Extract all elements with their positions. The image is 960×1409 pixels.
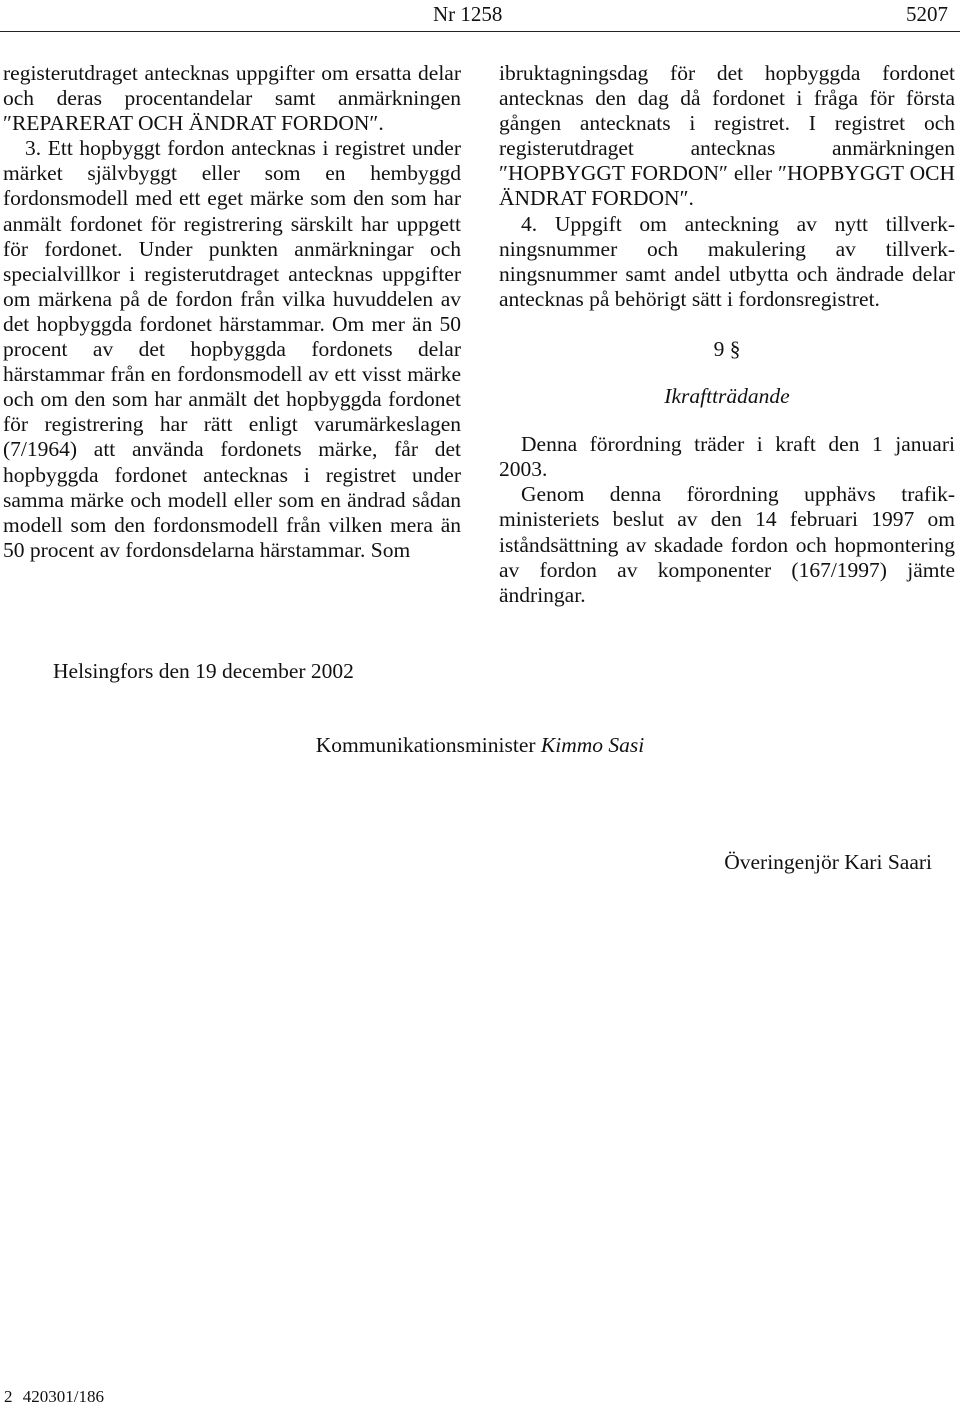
engineer-signature: Överingenjör Kari Saari: [724, 850, 932, 874]
minister-title: Kommunikationsminister: [315, 733, 536, 757]
minister-name: Kimmo Sasi: [540, 733, 645, 757]
right-paragraph-1: ibruktagningsdag för det hopbyggda fordonet antecknas den dag då fordonet i fråga för första gången antecknats i registret. I registret och registerutdraget antecknas anmärkningen ″HOPBYGGT FORDON″ eller ″HOPBYGGT OCH ÄNDRAT FORDON″.: [499, 61, 955, 211]
right-paragraph-2: 4. Uppgift om anteckning av nytt tillverkningsnummer och makulering av tillverkningsnummer samt andel utbytta och ändrade delar antecknas på behörigt sätt i fordonsregistret.: [499, 211, 955, 311]
page-number: 5207: [906, 2, 948, 26]
issue-number: Nr 1258: [433, 2, 503, 26]
minister-signature: [0, 733, 960, 758]
left-paragraph-1: registerutdraget antecknas uppgifter om ersatta delar och deras procentandelar samt anmärkningen ″REPARERAT OCH ÄNDRAT FORDON″.: [3, 61, 461, 136]
section-title: Ikraftträdande: [664, 384, 790, 409]
header-rule: [0, 31, 960, 32]
right-paragraph-3: Denna förordning träder i kraft den 1 januari 2003.: [499, 432, 955, 482]
footer-code: 2 420301/186: [4, 1387, 104, 1406]
section-number: 9 §: [713, 336, 741, 361]
place-and-date: Helsingfors den 19 december 2002: [53, 659, 354, 683]
right-column: [499, 61, 955, 608]
left-column: [3, 61, 461, 563]
right-paragraph-4: Genom denna förordning upphävs trafikministeriets beslut av den 14 februari 1997 om iståndsättning av skadade fordon och hopmontering av fordon av komponenter (167/1997) jämte ändringar.: [499, 482, 955, 607]
left-paragraph-2: 3. Ett hopbyggt fordon antecknas i registret under märket självbyggt eller som en hembyggd fordonsmodell med ett eget märke som den som har anmält fordonet för registrering särskilt har uppgett för fordonet. Under punkten anmärkningar och specialvillkor i registerutdraget antecknas uppgifter om märkena på de fordon från vilka huvuddelen av det hopbyggda fordonet härstammar. Om mer än 50 procent av det hopbyggda fordonets delar härstammar från en fordonsmodell av ett visst märke och om den som har anmält det hopbyggda fordonet för registrering har rätt enligt varumärkeslagen (7/1964) att använda fordonets märke, får det hopbyggda fordonet antecknas i registret under samma märke och modell eller som en ändrad sådan modell som den fordonsmodell från vilken mera än 50 procent av fordonsdelarna härstammar. Som: [3, 136, 461, 562]
